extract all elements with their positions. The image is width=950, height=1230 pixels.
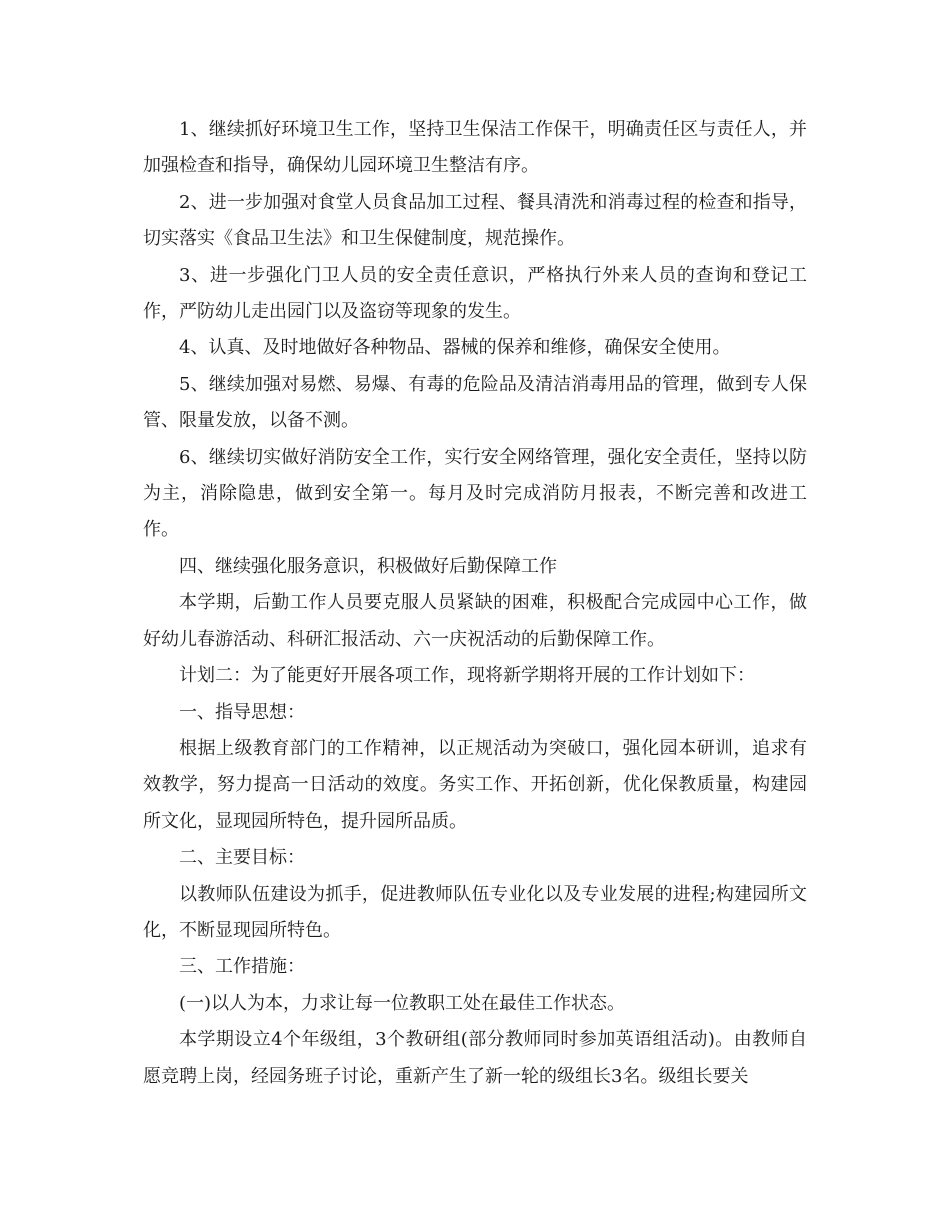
subheading-people-oriented: (一)以人为本，力求让每一位教职工处在最佳工作状态。 (179, 992, 626, 1014)
paragraph-main-goals: 以教师队伍建设为抓手，促进教师队伍专业化以及专业发展的进程;构建园所文化，不断显现园所特色。 (143, 883, 807, 941)
section-heading-main-goals: 二、主要目标： (179, 847, 305, 869)
paragraph-canteen-inspection: 2、进一步加强对食堂人员食品加工过程、餐具清洗和消毒过程的检查和指导，切实落实《食品卫生法》和卫生保健制度，规范操作。 (143, 191, 807, 250)
paragraph-hygiene-work: 1、继续抓好环境卫生工作，坚持卫生保洁工作保干，明确责任区与责任人，并加强检查和指导，确保幼儿园环境卫生整洁有序。 (143, 119, 807, 177)
paragraph-plan-two-intro: 计划二：为了能更好开展各项工作，现将新学期将开展的工作计划如下： (179, 665, 755, 687)
paragraph-equipment-maintenance: 4、认真、及时地做好各种物品、器械的保养和维修，确保安全使用。 (179, 337, 731, 359)
paragraph-grade-groups: 本学期设立4个年级组，3个教研组(部分教师同时参加英语组活动)。由教师自愿竞聘上岗，经园务班子讨论，重新产生了新一轮的级组长3名。级组长要关 (143, 1029, 807, 1087)
paragraph-guiding-ideas: 根据上级教育部门的工作精神，以正规活动为突破口，强化园本研训，追求有效教学，努力提高一日活动的效度。务实工作、开拓创新，优化保教质量，构建园所文化，显现园所特色，提升园所品质。 (143, 737, 807, 832)
paragraph-fire-safety: 6、继续切实做好消防安全工作，实行安全网络管理，强化安全责任，坚持以防为主，消除隐患，做到安全第一。每月及时完成消防月报表，不断完善和改进工作。 (143, 446, 807, 541)
section-heading-service: 四、继续强化服务意识，积极做好后勤保障工作 (179, 555, 557, 577)
paragraph-logistics-support: 本学期，后勤工作人员要克服人员紧缺的困难，积极配合完成园中心工作，做好幼儿春游活动、科研汇报活动、六一庆祝活动的后勤保障工作。 (143, 592, 807, 650)
section-heading-work-measures: 三、工作措施： (179, 956, 305, 978)
document-body (143, 112, 807, 1095)
paragraph-gate-security: 3、进一步强化门卫人员的安全责任意识，严格执行外来人员的查询和登记工作，严防幼儿走出园门以及盗窃等现象的发生。 (143, 264, 807, 323)
paragraph-hazardous-goods: 5、继续加强对易燃、易爆、有毒的危险品及清洁消毒用品的管理，做到专人保管、限量发放，以备不测。 (143, 373, 807, 432)
section-heading-guiding-ideas: 一、指导思想： (179, 701, 305, 723)
